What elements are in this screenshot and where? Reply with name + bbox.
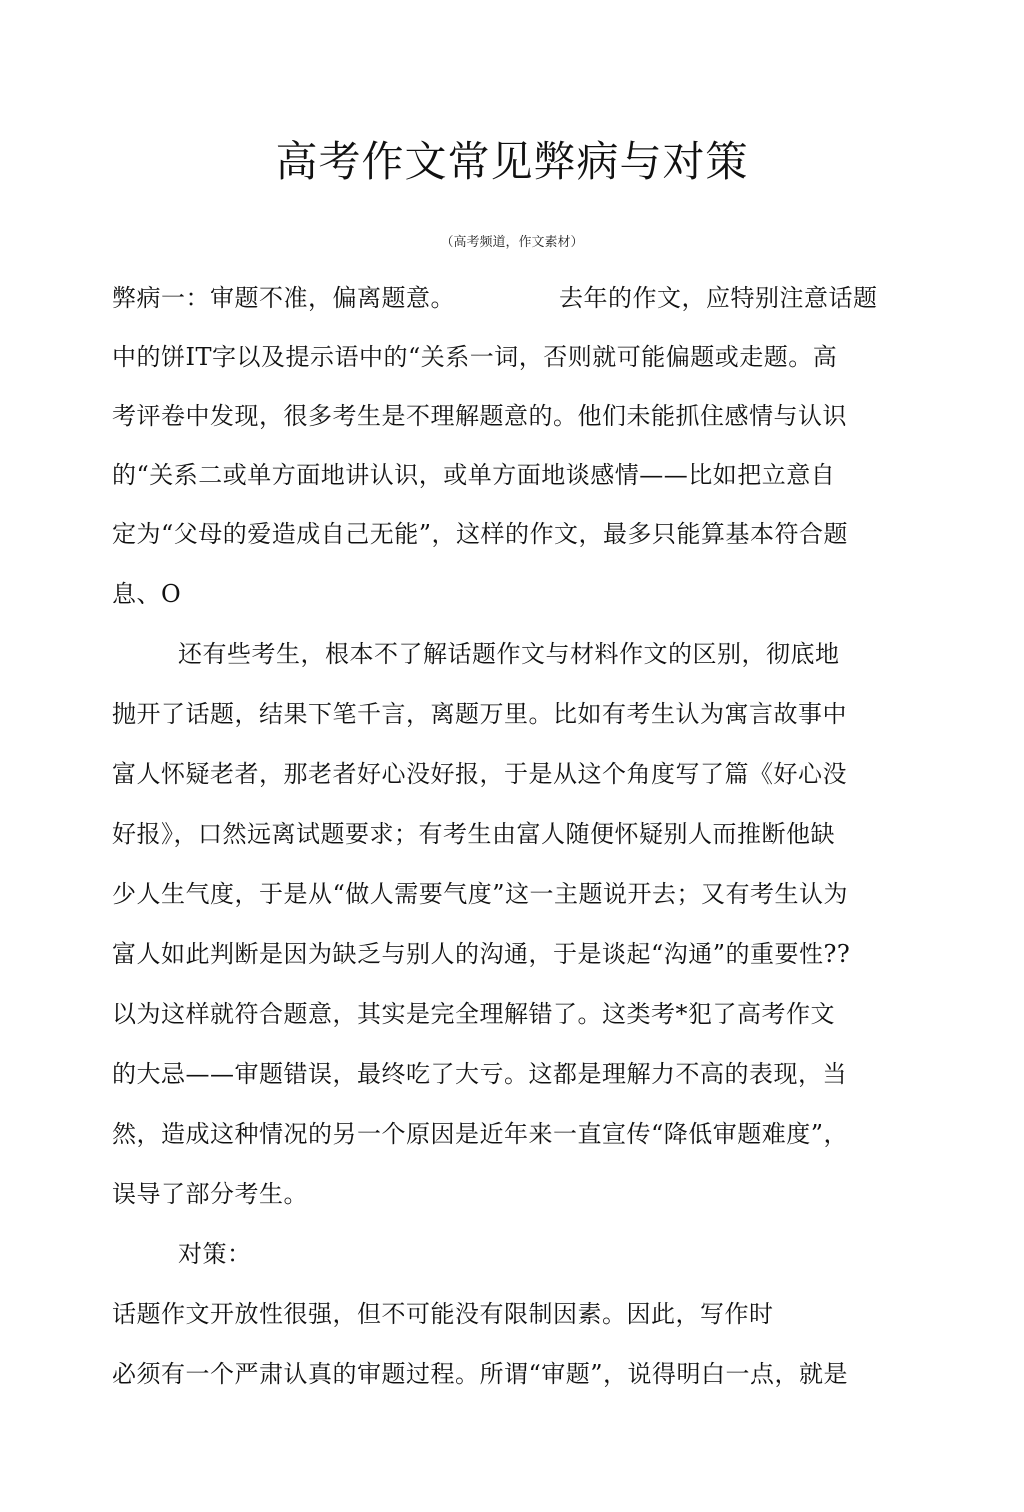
paragraph-line: 然，造成这种情况的另一个原因是近年来一直宣传“降低审题难度”， <box>112 1120 849 1148</box>
paragraph-line: 还有些考生，根本不了解话题作文与材料作文的区别，彻底地 <box>178 640 840 668</box>
paragraph-line: 中的饼IT字以及提示语中的“关系一词，否则就可能偏题或走题。高 <box>112 343 838 371</box>
paragraph-line: 误导了部分考生。 <box>112 1180 308 1208</box>
section-heading: 弊病一：审题不准，偏离题意。 <box>112 284 455 312</box>
document-title: 高考作文常见弊病与对策 <box>275 137 749 186</box>
paragraph-line: 话题作文开放性很强，但不可能没有限制因素。因此，写作时 <box>112 1300 774 1328</box>
paragraph-line: 以为这样就符合题意，其实是完全理解错了。这类考*犯了高考作文 <box>112 1000 835 1028</box>
paragraph-line: 抛开了话题，结果下笔千言，离题万里。比如有考生认为寓言故事中 <box>112 700 847 728</box>
paragraph-line: 的“关系二或单方面地讲认识，或单方面地谈感情——比如把立意自 <box>112 461 836 489</box>
paragraph-line: 富人怀疑老者，那老者好心没好报，于是从这个角度写了篇《好心没 <box>112 760 847 788</box>
paragraph-line: 的大忌——审题错误，最终吃了大亏。这都是理解力不高的表现，当 <box>112 1060 847 1088</box>
paragraph-line <box>112 282 878 314</box>
paragraph-line: 考评卷中发现，很多考生是不理解题意的。他们未能抓住感情与认识 <box>112 402 847 430</box>
paragraph-line: 定为“父母的爱造成自己无能”，这样的作文，最多只能算基本符合题 <box>112 520 849 548</box>
paragraph-line: 好报》，口然远离试题要求；有考生由富人随便怀疑别人而推断他缺 <box>112 820 835 848</box>
countermeasure-heading: 对策： <box>178 1240 252 1268</box>
paragraph-line: 必须有一个严肃认真的审题过程。所谓“审题”，说得明白一点，就是 <box>112 1360 849 1388</box>
document-subtitle: （高考频道，作文素材） <box>440 235 584 250</box>
paragraph-line: 息、O <box>112 580 182 608</box>
paragraph-line: 少人生气度，于是从“做人需要气度”这一主题说开去；又有考生认为 <box>112 880 849 908</box>
paragraph-line: 富人如此判断是因为缺乏与别人的沟通，于是谈起“沟通”的重要性?? <box>112 940 851 968</box>
text-run: 去年的作文，应特别注意话题 <box>559 284 878 312</box>
